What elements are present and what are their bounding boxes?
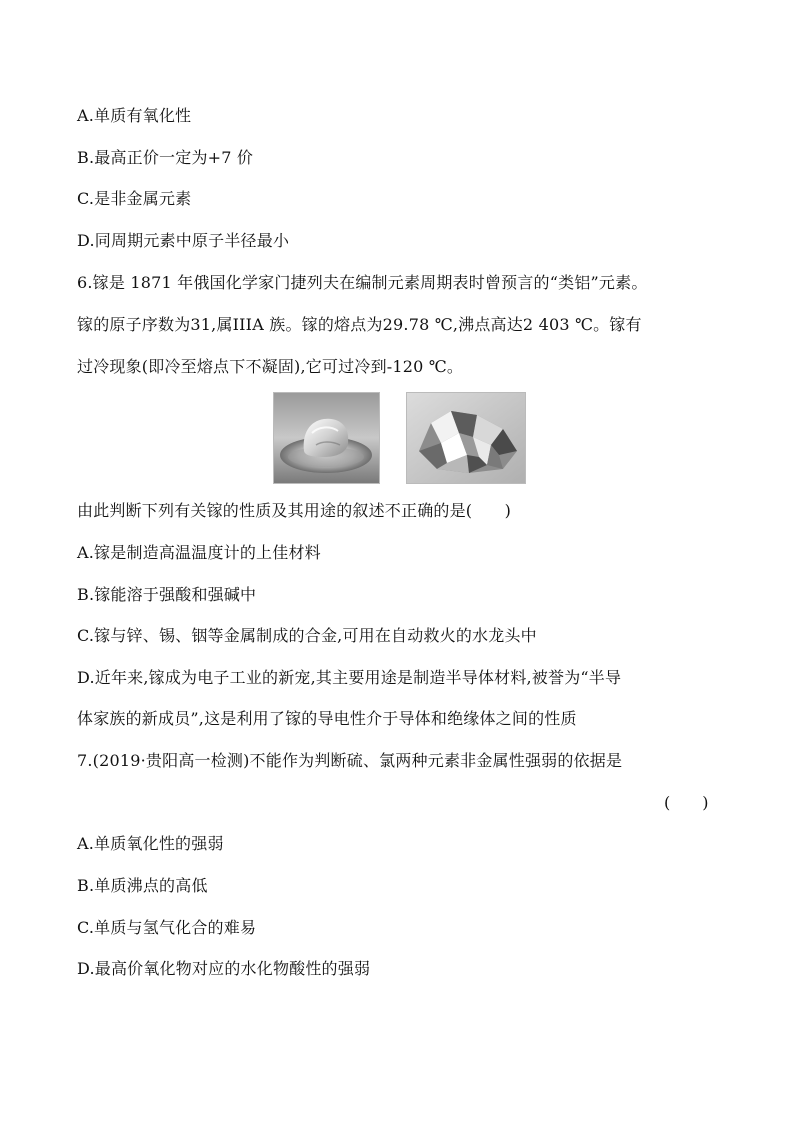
- q7-option-b: B.单质沸点的高低: [77, 876, 208, 895]
- q7-option-a: A.单质氧化性的强弱: [77, 834, 224, 853]
- q6-option-c: C.镓与锌、锡、铟等金属制成的合金,可用在自动救火的水龙头中: [77, 626, 537, 645]
- q5-option-d: D.同周期元素中原子半径最小: [77, 231, 290, 250]
- q6-question: 由此判断下列有关镓的性质及其用途的叙述不正确的是( ): [77, 501, 512, 520]
- q6-stem-line-1: 6.镓是 1871 年俄国化学家门捷列夫在编制元素周期表时曾预言的“类铝”元素。: [77, 273, 648, 292]
- q6-option-d-line-2: 体家族的新成员”,这是利用了镓的导电性介于导体和绝缘体之间的性质: [77, 709, 577, 728]
- q7-stem: 7.(2019·贵阳高一检测)不能作为判断硫、氯两种元素非金属性强弱的依据是: [77, 751, 623, 770]
- q6-option-d-line-1: D.近年来,镓成为电子工业的新宠,其主要用途是制造半导体材料,被誉为“半导: [77, 668, 622, 687]
- q6-stem-line-2: 镓的原子序数为31,属IIIA 族。镓的熔点为29.78 ℃,沸点高达2 403 ℃。镓有: [77, 315, 642, 334]
- molten-gallium-image: [274, 393, 379, 483]
- solid-gallium-crystal-photo: [406, 392, 526, 484]
- q5-option-a: A.单质有氧化性: [77, 106, 192, 125]
- q7-option-c: C.单质与氢气化合的难易: [77, 918, 257, 937]
- q5-option-c: C.是非金属元素: [77, 189, 192, 208]
- gallium-crystal-image: [407, 393, 525, 483]
- q5-option-b: B.最高正价一定为+7 价: [77, 148, 254, 167]
- molten-gallium-photo: [273, 392, 380, 484]
- q6-option-a: A.镓是制造高温温度计的上佳材料: [77, 543, 321, 562]
- q7-option-d: D.最高价氧化物对应的水化物酸性的强弱: [77, 959, 371, 978]
- q6-option-b: B.镓能溶于强酸和强碱中: [77, 585, 257, 604]
- q7-answer-paren: ( ): [664, 793, 709, 812]
- q6-stem-line-3: 过冷现象(即冷至熔点下不凝固),它可过冷到-120 ℃。: [77, 357, 464, 376]
